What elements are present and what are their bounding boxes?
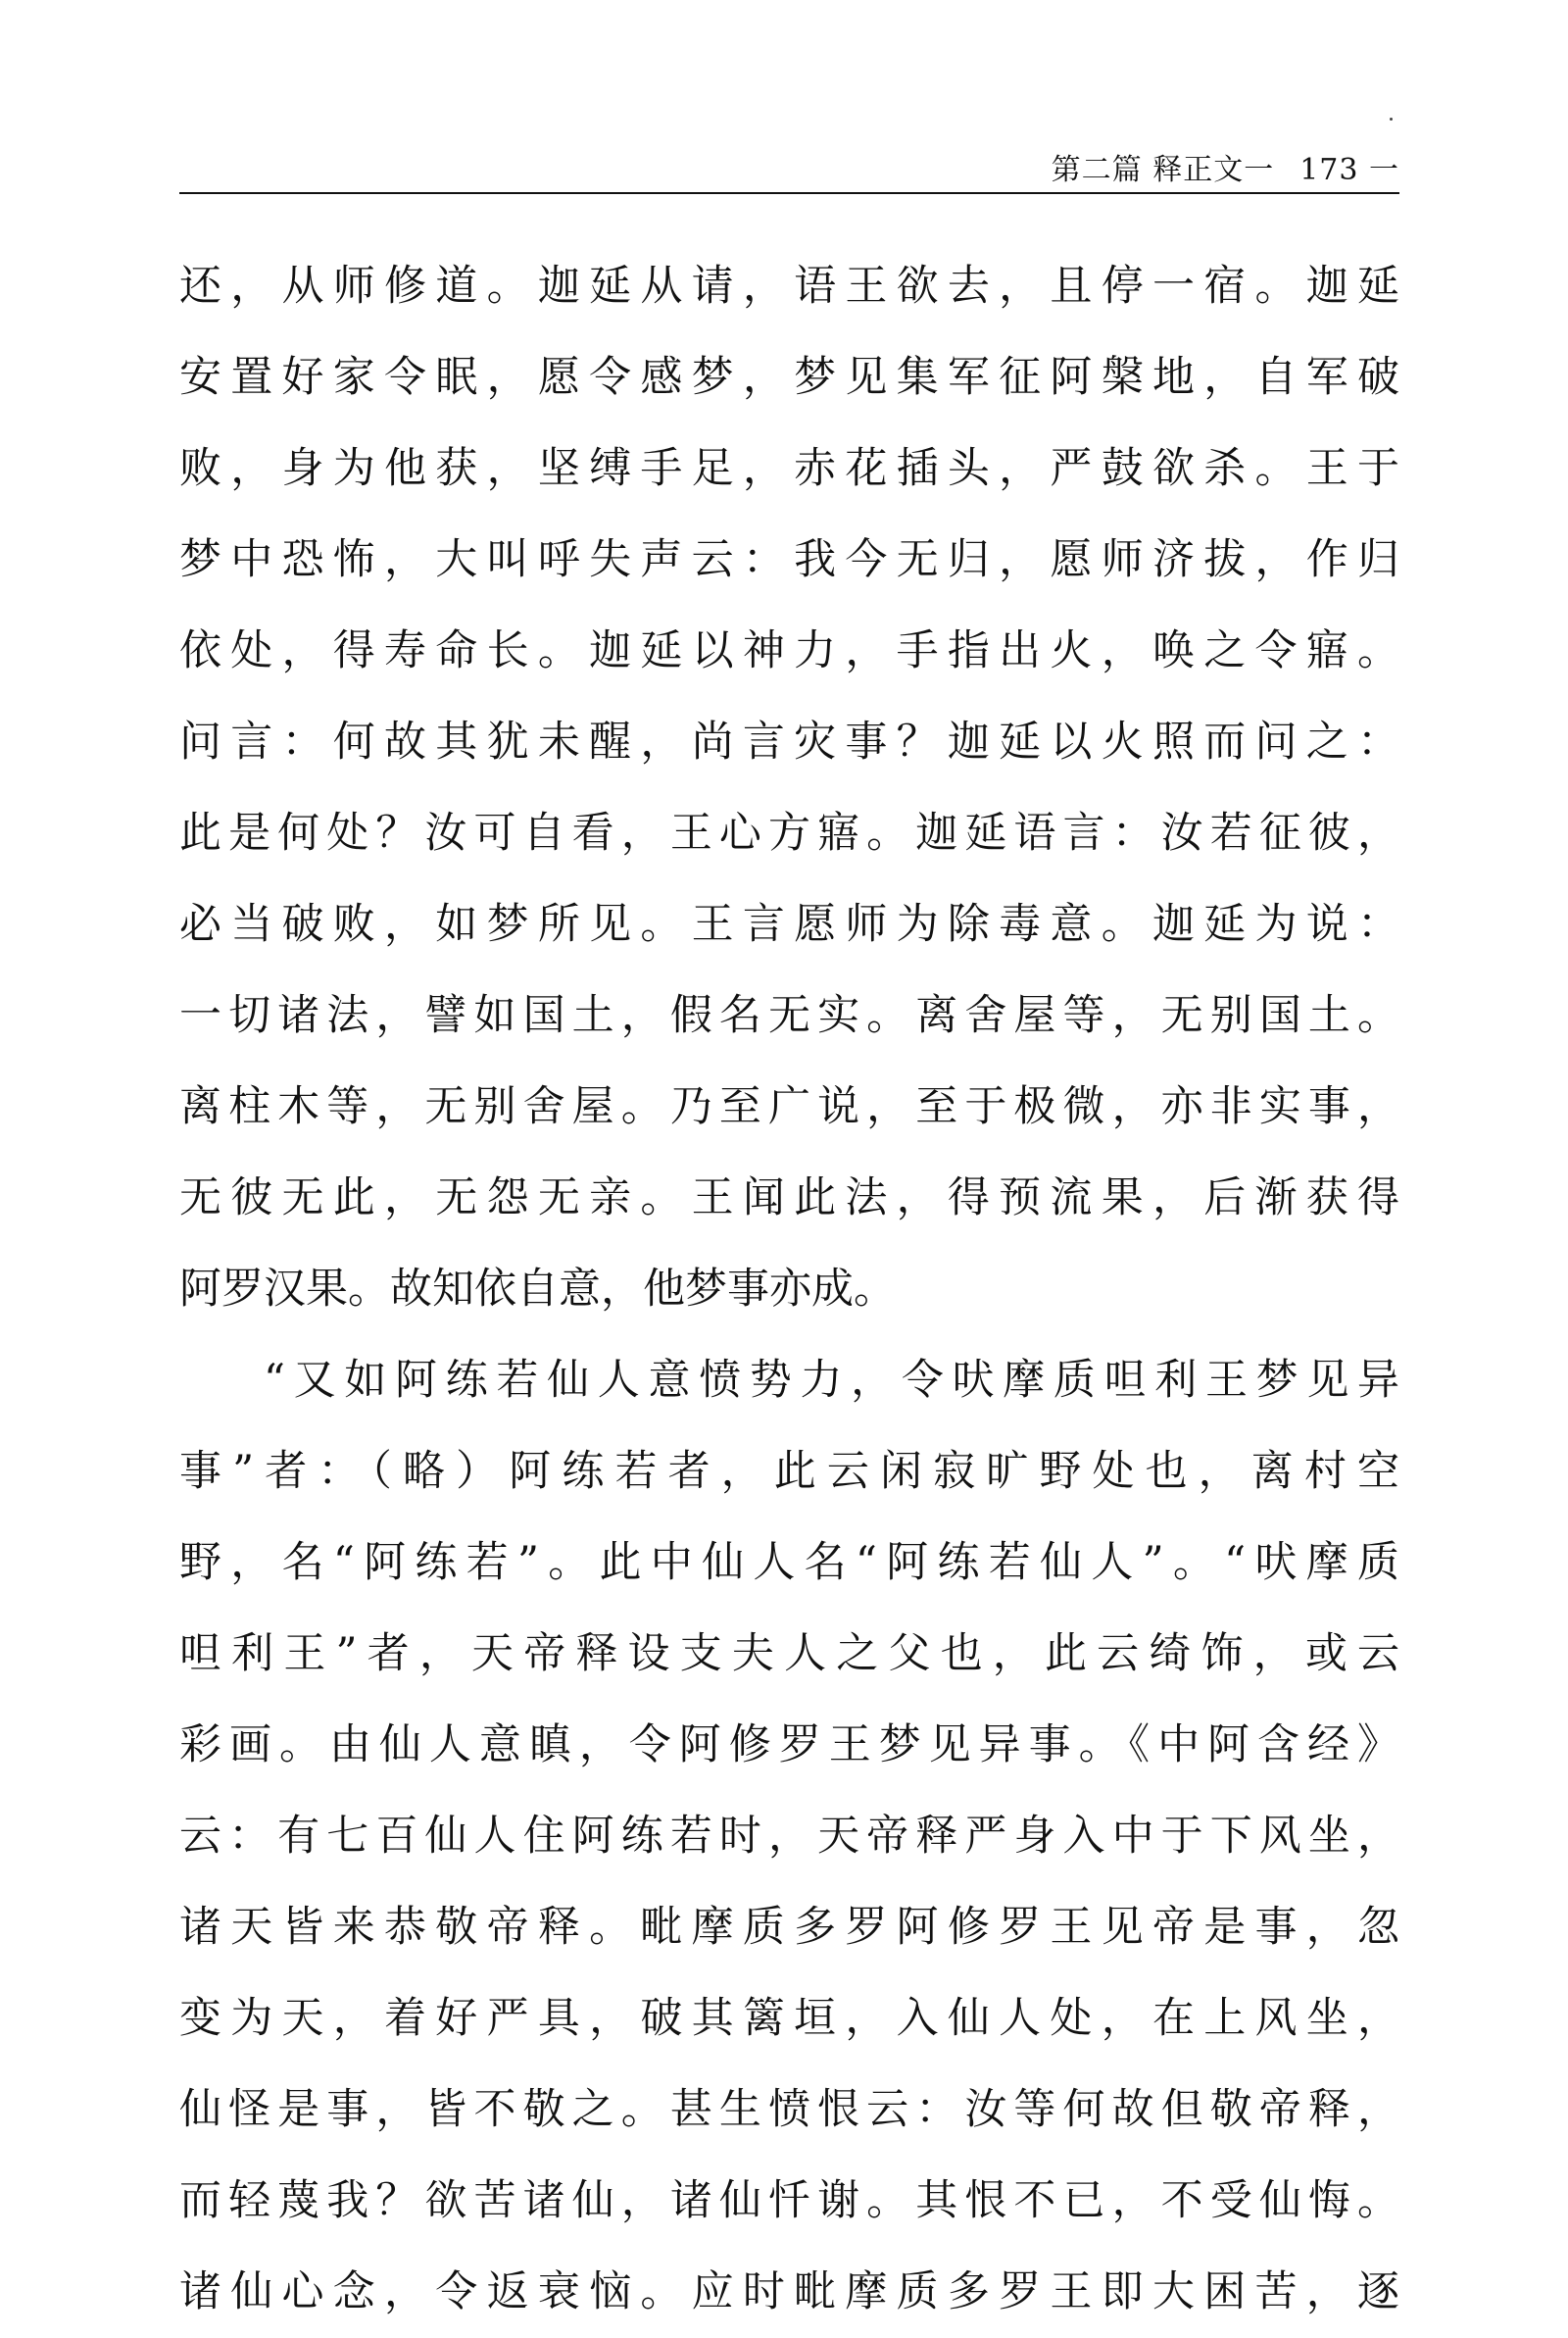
paragraph-start-line: “又如阿练若仙人意愤势力，令吠摩质呾利王梦见异	[264, 1356, 1399, 1405]
text-line: 此是何处？汝可自看，王心方寤。迦延语言：汝若征彼，	[179, 809, 1399, 858]
paragraph-end-line: 阿罗汉果。故知依自意，他梦事亦成。	[179, 1265, 896, 1314]
text-line: 云：有七百仙人住阿练若时，天帝释严身入中于下风坐，	[179, 1812, 1399, 1861]
header-divider	[179, 192, 1399, 194]
text-line: 诸天皆来恭敬帝释。毗摩质多罗阿修罗王见帝是事，忽	[179, 1903, 1399, 1952]
text-line: 野，名“阿练若”。此中仙人名“阿练若仙人”。“吠摩质	[179, 1538, 1399, 1587]
text-line: 事”者：（略）阿练若者，此云闲寂旷野处也，离村空	[179, 1447, 1399, 1496]
text-line: 而轻蔑我？欲苦诸仙，诸仙忏谢。其恨不已，不受仙悔。	[179, 2176, 1399, 2225]
chapter-title: 第二篇 释正文一	[1051, 153, 1275, 187]
text-line: 安置好家令眠，愿令感梦，梦见集军征阿槃地，自军破	[179, 353, 1399, 402]
page-number: 173 一	[1299, 153, 1399, 187]
text-line: 败，身为他获，坚缚手足，赤花插头，严鼓欲杀。王于	[179, 444, 1399, 493]
text-line: 仙怪是事，皆不敬之。甚生愤恨云：汝等何故但敬帝释，	[179, 2085, 1399, 2134]
page-body	[179, 241, 1399, 2338]
text-line: 彩画。由仙人意瞋，令阿修罗王梦见异事。《中阿含经》	[179, 1720, 1399, 1769]
text-line: 梦中恐怖，大叫呼失声云：我今无归，愿师济拔，作归	[179, 535, 1399, 584]
text-line: 还，从师修道。迦延从请，语王欲去，且停一宿。迦延	[179, 262, 1399, 311]
text-line: 离柱木等，无别舍屋。乃至广说，至于极微，亦非实事，	[179, 1082, 1399, 1131]
text-line: 呾利王”者，天帝释设支夫人之父也，此云绮饰，或云	[179, 1629, 1399, 1678]
running-header	[179, 137, 1399, 188]
text-line: 一切诸法，譬如国土，假名无实。离舍屋等，无别国土。	[179, 991, 1399, 1040]
text-line: 无彼无此，无怨无亲。王闻此法，得预流果，后渐获得	[179, 1173, 1399, 1222]
scan-speck	[1390, 118, 1393, 121]
text-line: 必当破败，如梦所见。王言愿师为除毒意。迦延为说：	[179, 900, 1399, 949]
text-line: 依处，得寿命长。迦延以神力，手指出火，唤之令寤。	[179, 626, 1399, 675]
text-line: 变为天，着好严具，破其篱垣，入仙人处，在上风坐，	[179, 1994, 1399, 2043]
text-line: 问言：何故其犹未醒，尚言灾事？迦延以火照而问之：	[179, 718, 1399, 767]
text-line: 诸仙心念，令返衰恼。应时毗摩质多罗王即大困苦，逐	[179, 2267, 1399, 2316]
